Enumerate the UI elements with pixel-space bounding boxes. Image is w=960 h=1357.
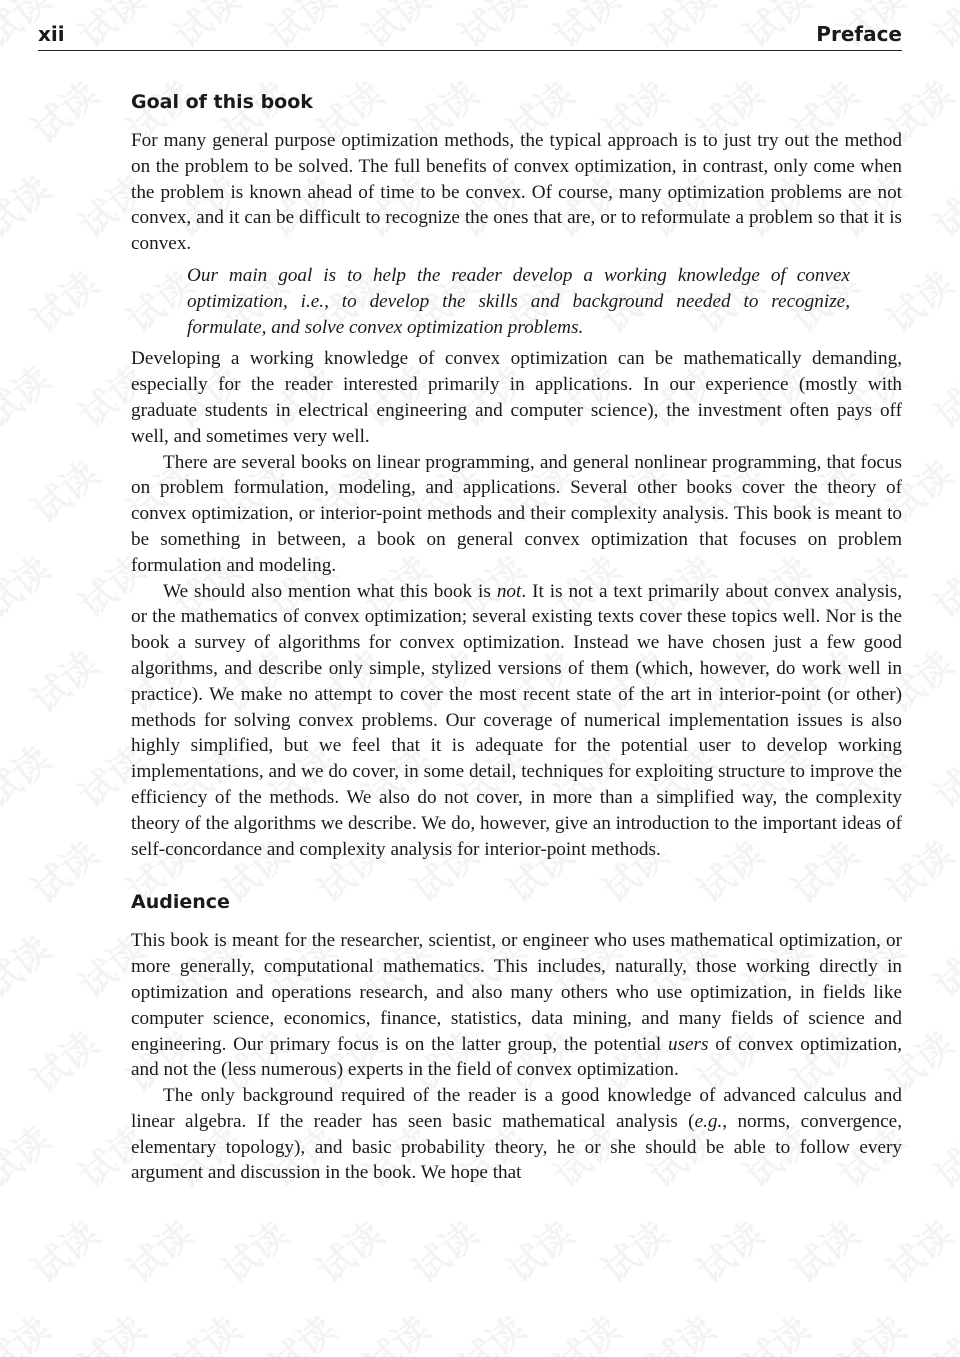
watermark-text <box>685 1208 773 1293</box>
watermark-text <box>590 1208 678 1293</box>
page-header <box>38 20 902 51</box>
watermark-text <box>352 1303 440 1357</box>
watermark-text <box>922 1303 960 1357</box>
text-run: The only background required of the reader is a good knowledge of advanced calculus and linear algebra. If the reader has seen basic mathematical analysis ( <box>131 1085 902 1132</box>
watermark-text <box>210 1208 298 1293</box>
watermark-text <box>637 1303 725 1357</box>
watermark-text <box>0 353 60 438</box>
watermark-text <box>305 1208 393 1293</box>
text-run: . It is not a text primarily about convex analysis, or the mathematics of convex optimization; several existing texts cover these topics well. Nor is the book a survey of algorithms for convex optimization. Instead we have chosen just a few good algorithms, and describe only simple, stylized versions of them (which, however, do work well in practice). We make no attempt to cover the most recent state of the art in interior-point (or other) methods for solving convex problems. Our coverage of numerical implementation issues is also highly simplified, but we feel that it is adequate for the potential user to develop working implementations, and we do cover, in some detail, techniques for exploiting structure to improve the efficiency of the methods. We also do not cover, in more than a simplified way, the complexity theory of the algorithms we describe. We do, however, give an introduction to the important ideas of self-concordance and complexity analysis for interior-point methods. <box>131 580 903 860</box>
watermark-text <box>20 828 108 913</box>
watermark-text <box>922 163 960 248</box>
watermark-text <box>20 68 108 153</box>
text-run: , norms, convergence, elementary topology), and basic probability theory, he or she should be able to follow every argument and discussion in the book. We hope that <box>131 1110 902 1184</box>
watermark-text <box>20 1018 108 1103</box>
watermark-text <box>0 543 60 628</box>
watermark-text <box>922 1113 960 1198</box>
text-run: We should also mention what this book is <box>163 580 497 602</box>
text-run: This book is meant for the researcher, scientist, or engineer who uses mathematical optimization, or more generally, computational mathematics. This includes, naturally, those working directly in optimization and operations research, and also many others who use optimization, in fields like computer science, economics, finance, statistics, data mining, and many fields of science and engineering. Our primary focus is on the latter group, the potential <box>131 930 902 1055</box>
watermark-text <box>827 1303 915 1357</box>
watermark-text <box>447 1303 535 1357</box>
emphasis: not <box>496 580 522 602</box>
watermark-text <box>0 1113 60 1198</box>
watermark-text <box>780 1208 868 1293</box>
section-heading-audience: Audience <box>131 891 230 914</box>
watermark-text <box>20 1208 108 1293</box>
watermark-text <box>400 1208 488 1293</box>
watermark-text <box>732 1303 820 1357</box>
watermark-text <box>20 638 108 723</box>
watermark-text <box>0 163 60 248</box>
watermark-text <box>922 353 960 438</box>
watermark-text <box>67 1303 155 1357</box>
watermark-text <box>0 733 60 818</box>
text-run: of convex optimization, and not the (less numerous) experts in the field of convex optimization. <box>131 1033 902 1081</box>
watermark-text <box>495 1208 583 1293</box>
section-heading-goal: Goal of this book <box>131 91 313 113</box>
watermark-text <box>922 923 960 1008</box>
paragraph <box>131 579 902 863</box>
watermark-text <box>257 1303 345 1357</box>
paragraph: Developing a working knowledge of convex optimization can be mathematically demanding, especially for the reader interested primarily in applications. In our experience (mostly with graduate students in electrical engineering and computer science), the investment often pays off well, and sometimes very well. <box>131 348 902 447</box>
goal-quote: Our main goal is to help the reader develop a working knowledge of convex optimization, i.e., to develop the skills and background needed to recognize, formulate, and solve convex optimization problems. <box>187 264 850 338</box>
watermark-text <box>922 543 960 628</box>
watermark-text <box>115 1208 203 1293</box>
watermark-text <box>922 0 960 58</box>
watermark-text <box>542 1303 630 1357</box>
page-body <box>131 88 902 1186</box>
emphasis: e.g. <box>694 1110 723 1132</box>
emphasis: users <box>667 1033 709 1055</box>
page-number: xii <box>38 22 65 46</box>
watermark-text <box>20 258 108 343</box>
running-section-title: Preface <box>816 22 902 46</box>
watermark-text <box>0 923 60 1008</box>
watermark-text <box>162 1303 250 1357</box>
paragraph <box>131 928 902 1083</box>
paragraph: There are several books on linear programming, and general nonlinear programming, that focus on problem formulation, modeling, and applications. Several other books cover the theory of convex optimization, or interior-point methods and their complexity analysis. This book is meant to be something in between, a book on general convex optimization that focuses on problem formulation and modeling. <box>131 451 902 576</box>
watermark-text <box>0 1303 60 1357</box>
watermark-text <box>20 448 108 533</box>
watermark-text <box>875 1208 960 1293</box>
paragraph: For many general purpose optimization methods, the typical approach is to just try out the method on the problem to be solved. The full benefits of convex optimization, in contrast, only come when the problem is known ahead of time to be convex. Of course, many optimization problems are not convex, and it can be difficult to recognize the ones that are, or to reformulate a problem so that it is convex. <box>131 130 902 255</box>
paragraph <box>131 1083 902 1186</box>
watermark-text <box>922 733 960 818</box>
